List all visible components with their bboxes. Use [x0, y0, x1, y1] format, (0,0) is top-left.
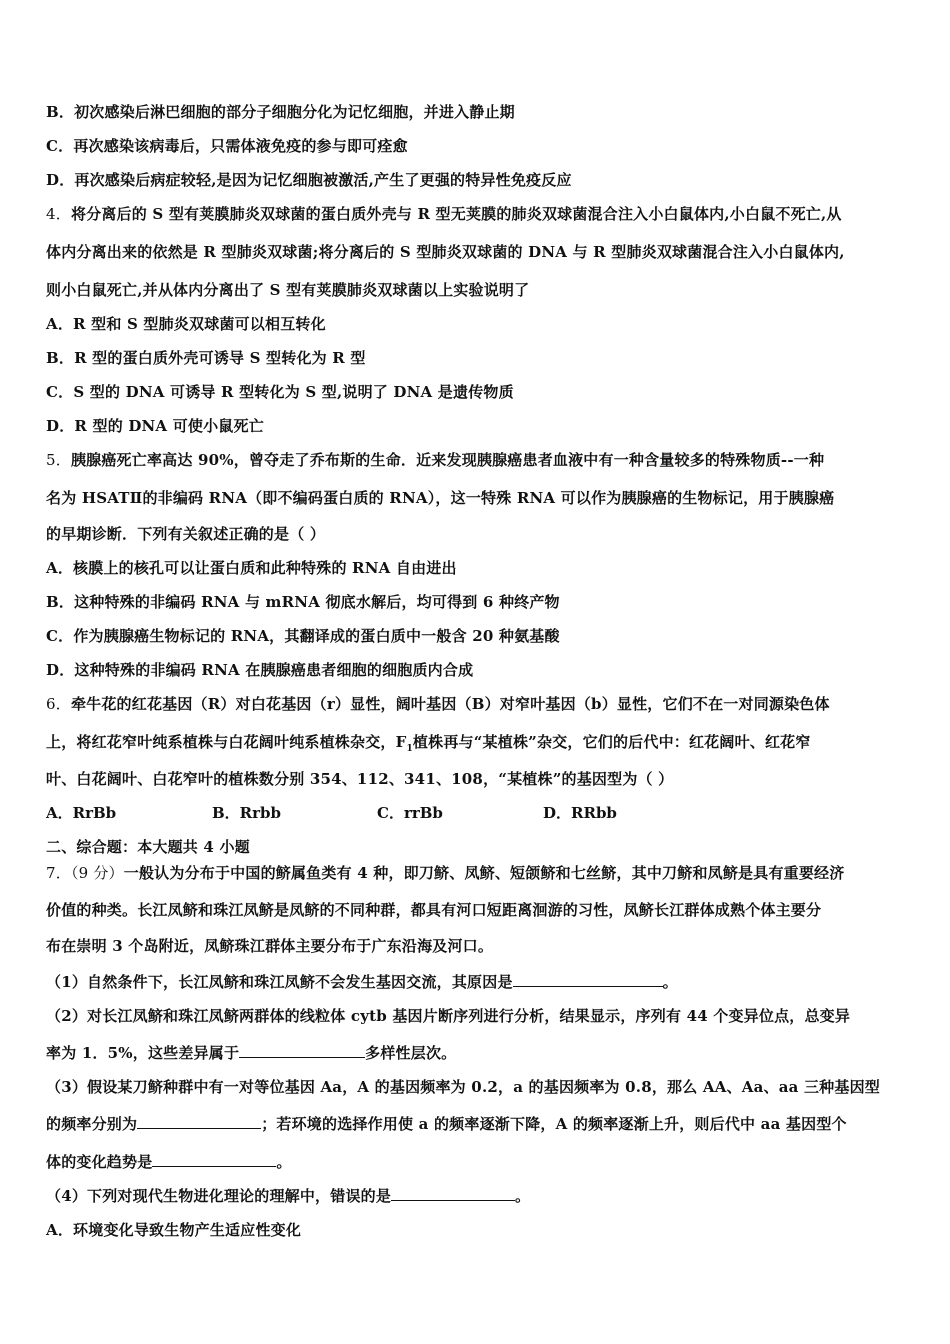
q4-stem-line-1: [46, 204, 910, 224]
q5-number: 5．: [46, 451, 71, 469]
q7-stem-text-1: 一般认为分布于中国的鲚属鱼类有 4 种，即刀鲚、凤鲚、短颌鲚和七丝鲚，其中刀鲚和凤鲚是具有重要经济: [123, 864, 845, 882]
q6-option-a: A．RrBb: [46, 804, 117, 822]
q5-stem-line-1: [46, 450, 910, 470]
q4-stem-line-2: 体内分离出来的依然是 R 型肺炎双球菌;将分离后的 S 型肺炎双球菌的 DNA 与 R 型肺炎双球菌混合注入小白鼠体内,: [46, 243, 845, 261]
q7-part-1: [46, 972, 910, 992]
q4-option-c: C．S 型的 DNA 可诱导 R 型转化为 S 型,说明了 DNA 是遗传物质: [46, 383, 514, 401]
q4-option-a: A．R 型和 S 型肺炎双球菌可以相互转化: [46, 315, 326, 333]
q5-stem-line-3: 的早期诊断．下列有关叙述正确的是（ ）: [46, 525, 326, 543]
q7-number: 7．（9 分）: [46, 864, 124, 882]
q6-stem-text-2b: 植株再与“某植株”杂交，它们的后代中：红花阔叶、红花窄: [412, 733, 811, 751]
q6-option-b: B．Rrbb: [212, 804, 282, 822]
q7-part-4-answer-blank[interactable]: [391, 1186, 515, 1201]
q6-subscript: 1: [406, 744, 413, 754]
q3-option-d: D．再次感染后病症较轻,是因为记忆细胞被激活,产生了更强的特异性免疫反应: [46, 171, 572, 189]
q3-option-b: B．初次感染后淋巴细胞的部分子细胞分化为记忆细胞，并进入静止期: [46, 103, 515, 121]
q5-option-a: A．核膜上的核孔可以让蛋白质和此种特殊的 RNA 自由进出: [46, 559, 457, 577]
q7-part-4-text: （4）下列对现代生物进化理论的理解中，错误的是: [46, 1187, 392, 1205]
q7-part-3-line-1: （3）假设某刀鲚种群中有一对等位基因 Aa，A 的基因频率为 0.2，a 的基因频率为 0.8，那么 AA、Aa、aa 三种基因型: [46, 1078, 880, 1096]
q7-part-1-answer-blank[interactable]: [513, 972, 663, 987]
q6-option-d: D．RRbb: [543, 804, 617, 822]
q4-stem-line-3: 则小白鼠死亡,并从体内分离出了 S 型有荚膜肺炎双球菌以上实验说明了: [46, 281, 530, 299]
q7-part-3-line-2: [46, 1114, 910, 1134]
q6-option-c: C．rrBb: [377, 804, 443, 822]
q4-option-d: D．R 型的 DNA 可使小鼠死亡: [46, 417, 264, 435]
q6-stem-line-1: [46, 694, 910, 714]
q7-part-3-text-b: ；若环境的选择作用使 a 的频率逐渐下降，A 的频率逐渐上升，则后代中 aa 基因型个: [261, 1115, 847, 1133]
q7-stem-line-1: [46, 863, 910, 883]
q7-part-3-line-3: [46, 1152, 910, 1172]
q7-stem-line-3: 布在崇明 3 个岛附近，凤鲚珠江群体主要分布于广东沿海及河口。: [46, 937, 494, 955]
q6-stem-line-2: [46, 732, 910, 759]
q7-part-3-answer-blank-1[interactable]: [137, 1114, 261, 1129]
section-2-heading: 二、综合题：本大题共 4 小题: [46, 838, 250, 856]
q6-stem-line-3: 叶、白花阔叶、白花窄叶的植株数分别 354、112、341、108，“某植株”的基因型为（ ）: [46, 770, 674, 788]
q5-stem-line-2: 名为 HSATⅡ的非编码 RNA（即不编码蛋白质的 RNA），这一特殊 RNA 可以作为胰腺癌的生物标记，用于胰腺癌: [46, 489, 835, 507]
q5-stem-text-1: 胰腺癌死亡率高达 90%，曾夺走了乔布斯的生命．近来发现胰腺癌患者血液中有一种含量较多的特殊物质--一种: [70, 451, 825, 469]
q7-part-1-end: 。: [662, 973, 678, 991]
q5-option-c: C．作为胰腺癌生物标记的 RNA，其翻译成的蛋白质中一般含 20 种氨基酸: [46, 627, 560, 645]
q6-stem-text-1: 牵牛花的红花基因（R）对白花基因（r）显性，阔叶基因（B）对窄叶基因（b）显性，它们不在一对同源染色体: [70, 695, 830, 713]
q3-option-c: C．再次感染该病毒后，只需体液免疫的参与即可痊愈: [46, 137, 408, 155]
q7-part-3-text-c: 体的变化趋势是: [46, 1153, 153, 1171]
q5-option-d: D．这种特殊的非编码 RNA 在胰腺癌患者细胞的细胞质内合成: [46, 661, 474, 679]
q4-stem-text-1: 将分离后的 S 型有荚膜肺炎双球菌的蛋白质外壳与 R 型无荚膜的肺炎双球菌混合注入小白鼠体内,小白鼠不死亡,从: [70, 205, 842, 223]
q7-option-a: A．环境变化导致生物产生适应性变化: [46, 1221, 302, 1239]
q4-number: 4．: [46, 205, 71, 223]
q6-stem-text-2a: 上，将红花窄叶纯系植株与白花阔叶纯系植株杂交，F: [46, 733, 407, 751]
q4-option-b: B．R 型的蛋白质外壳可诱导 S 型转化为 R 型: [46, 349, 366, 367]
q5-option-b: B．这种特殊的非编码 RNA 与 mRNA 彻底水解后，均可得到 6 种终产物: [46, 593, 560, 611]
q7-part-2-text: 率为 1．5%，这些差异属于: [46, 1044, 240, 1062]
q7-part-4: [46, 1186, 910, 1206]
q7-part-2-line-2: [46, 1043, 910, 1063]
q7-stem-line-2: 价值的种类。长江凤鲚和珠江凤鲚是凤鲚的不同种群，都具有河口短距离洄游的习性，凤鲚长江群体成熟个体主要分: [46, 901, 822, 919]
q6-number: 6．: [46, 695, 71, 713]
q7-part-4-end: 。: [515, 1187, 531, 1205]
q7-part-1-text: （1）自然条件下，长江凤鲚和珠江凤鲚不会发生基因交流，其原因是: [46, 973, 513, 991]
q7-part-2-answer-blank[interactable]: [239, 1043, 365, 1058]
q7-part-2-end: 多样性层次。: [365, 1044, 457, 1062]
q7-part-3-answer-blank-2[interactable]: [152, 1152, 276, 1167]
q7-part-2-line-1: （2）对长江凤鲚和珠江凤鲚两群体的线粒体 cytb 基因片断序列进行分析，结果显示，序列有 44 个变异位点，总变异: [46, 1007, 851, 1025]
q7-part-3-text-a: 的频率分别为: [46, 1115, 138, 1133]
q7-part-3-end: 。: [276, 1153, 292, 1171]
